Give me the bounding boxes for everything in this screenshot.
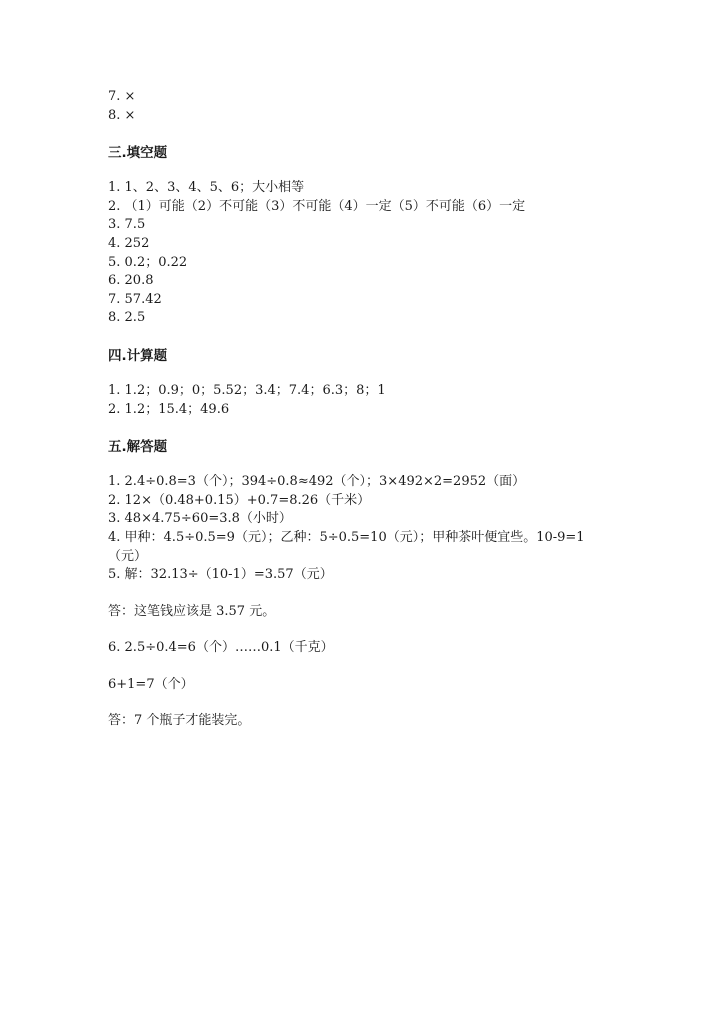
answer-line: 6. 2.5÷0.4=6（个）……0.1（千克） — [108, 640, 334, 656]
answer-content — [108, 88, 608, 731]
answer-line: 5. 解：32.13÷（10-1）=3.57（元） — [108, 567, 333, 583]
answer-line: 7. 57.42 — [108, 291, 162, 307]
answer-line: 6+1=7（个） — [108, 676, 194, 692]
answer-statement: 答：7 个瓶子才能装完。 — [108, 713, 251, 729]
answer-line: 1. 1.2；0.9；0；5.52；3.4；7.4；6.3；8；1 — [108, 382, 386, 398]
answer-line: 3. 7.5 — [108, 217, 146, 233]
answer-line: 2. 1.2；15.4；49.6 — [108, 401, 230, 417]
answer-statement: 答：这笔钱应该是 3.57 元。 — [108, 603, 276, 619]
section-heading-fill-blank: 三.填空题 — [108, 145, 168, 162]
section-heading-calculation: 四.计算题 — [108, 347, 168, 364]
answer-line: 5. 0.2；0.22 — [108, 254, 188, 270]
answer-line: 1. 2.4÷0.8=3（个）；394÷0.8≈492（个）；3×492×2=2952（面） — [108, 474, 526, 490]
answer-line: 6. 20.8 — [108, 273, 154, 289]
answer-line: 2. 12×（0.48+0.15）+0.7=8.26（千米） — [108, 492, 371, 508]
answer-line: 2. （1）可能（2）不可能（3）不可能（4）一定（5）不可能（6）一定 — [108, 198, 526, 214]
answer-line: 7. × — [108, 89, 136, 104]
section-heading-word-problems: 五.解答题 — [108, 439, 168, 456]
answer-line: 8. 2.5 — [108, 310, 146, 326]
answer-line: 4. 甲种：4.5÷0.5=9（元）；乙种：5÷0.5=10（元）；甲种茶叶便宜些。10-9=1（元） — [108, 529, 585, 564]
answer-line: 3. 48×4.75÷60=3.8（小时） — [108, 511, 292, 527]
answer-line: 8. × — [108, 107, 136, 123]
answer-line: 1. 1、2、3、4、5、6；大小相等 — [108, 180, 305, 196]
answer-line: 4. 252 — [108, 235, 150, 251]
